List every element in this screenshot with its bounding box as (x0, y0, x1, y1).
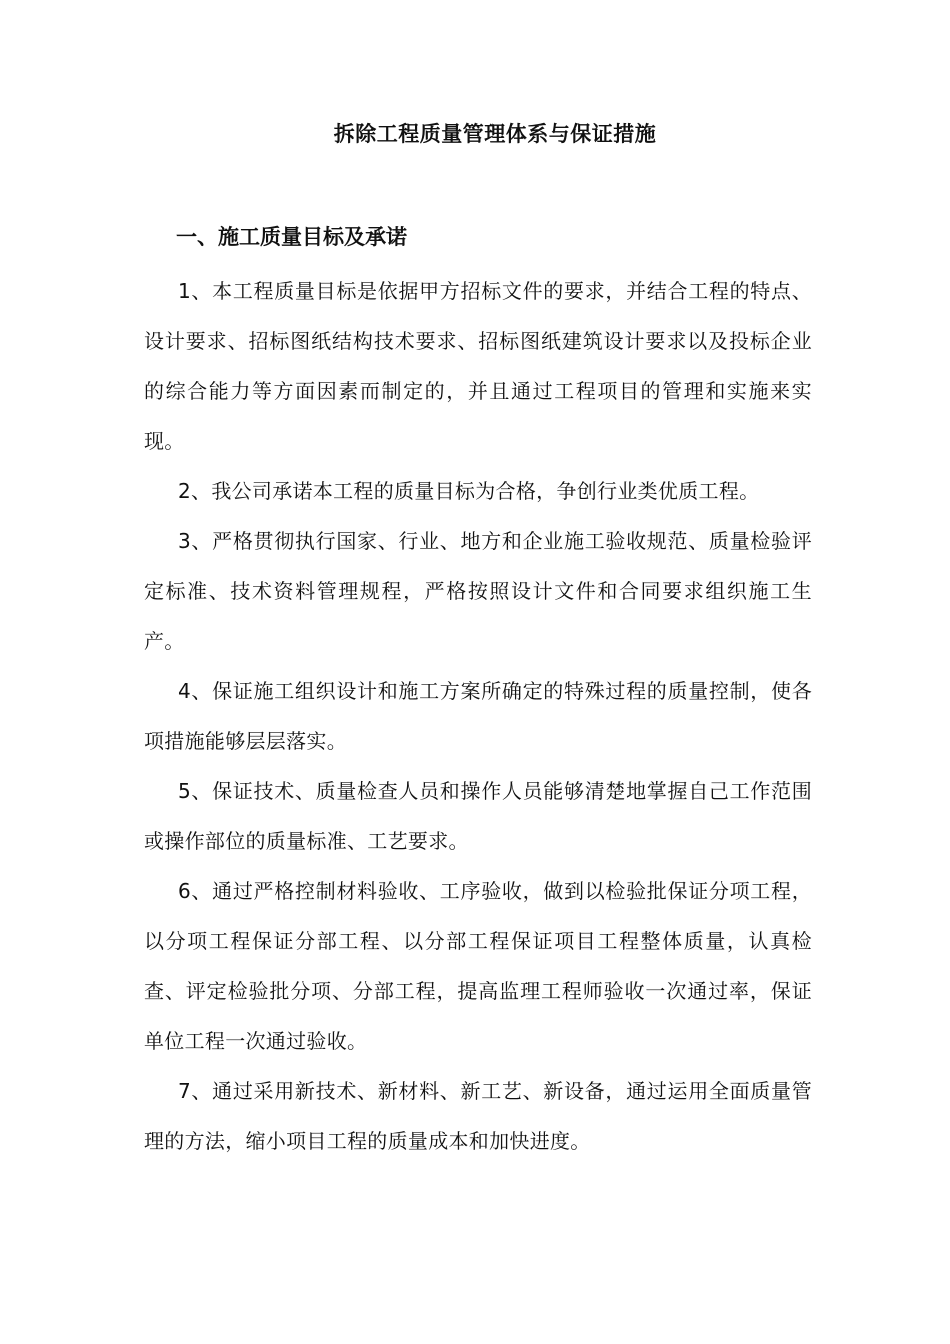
document-body (144, 266, 812, 1166)
paragraph-3: 3、严格贯彻执行国家、行业、地方和企业施工验收规范、质量检验评定标准、技术资料管理规程，严格按照设计文件和合同要求组织施工生产。 (144, 529, 812, 653)
paragraph-2: 2、我公司承诺本工程的质量目标为合格，争创行业类优质工程。 (178, 479, 760, 503)
section-heading: 一、施工质量目标及承诺 (176, 225, 407, 249)
paragraph-4: 4、保证施工组织设计和施工方案所确定的特殊过程的质量控制，使各项措施能够层层落实。 (144, 679, 812, 753)
paragraph-5: 5、保证技术、质量检查人员和操作人员能够清楚地掌握自己工作范围或操作部位的质量标准、工艺要求。 (144, 779, 812, 853)
paragraph-6: 6、通过严格控制材料验收、工序验收，做到以检验批保证分项工程，以分项工程保证分部工程、以分部工程保证项目工程整体质量，认真检查、评定检验批分项、分部工程，提高监理工程师验收一次通过率，保证单位工程一次通过验收。 (144, 879, 812, 1053)
document-title: 拆除工程质量管理体系与保证措施 (333, 122, 657, 146)
paragraph-1: 1、本工程质量目标是依据甲方招标文件的要求，并结合工程的特点、设计要求、招标图纸结构技术要求、招标图纸建筑设计要求以及投标企业的综合能力等方面因素而制定的，并且通过工程项目的管理和实施来实现。 (144, 279, 812, 453)
paragraph-7: 7、通过采用新技术、新材料、新工艺、新设备，通过运用全面质量管理的方法，缩小项目工程的质量成本和加快进度。 (144, 1079, 812, 1153)
